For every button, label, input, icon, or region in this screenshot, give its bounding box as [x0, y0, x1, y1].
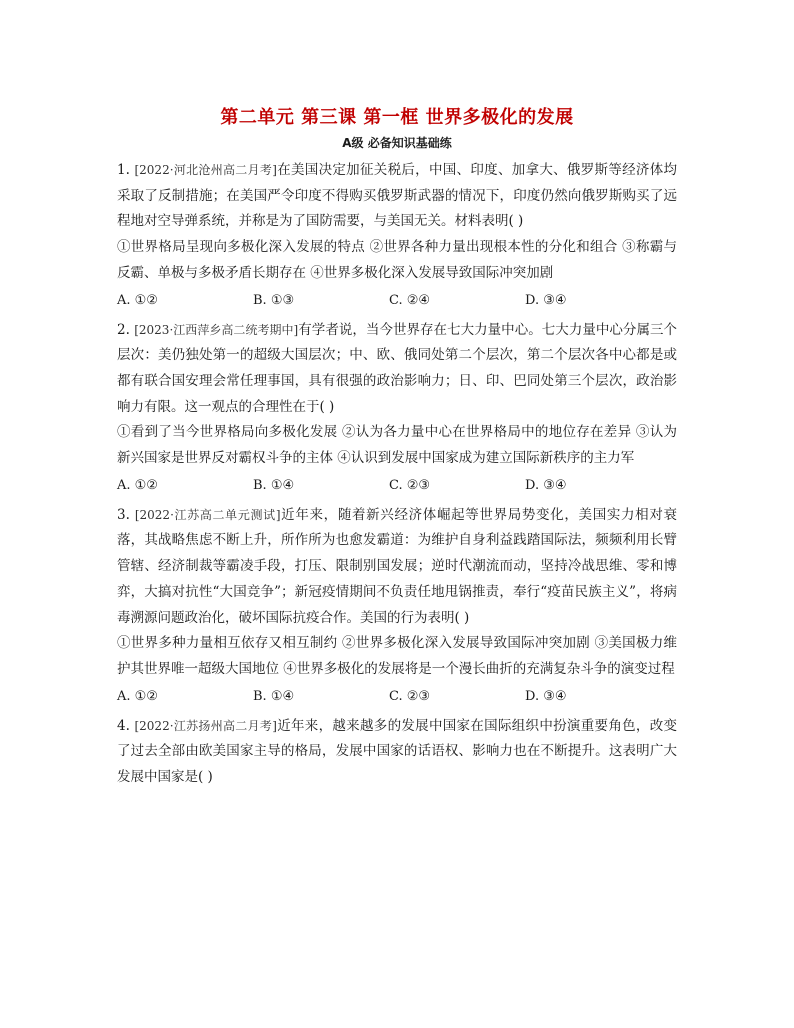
- option-b: B. ①④: [253, 689, 295, 705]
- option-a: A. ①②: [117, 689, 158, 705]
- question-statements: ①世界多种力量相互依存又相互制约 ②世界多极化深入发展导致国际冲突加剧 ③美国极力维护其世界唯一超级大国地位 ④世界多极化的发展将是一个漫长曲折的充满复杂斗争的演变过程: [117, 635, 677, 677]
- question-text: 近年来，越来越多的发展中国家在国际组织中扮演重要角色，改变了过去全部由欧美国家主导的格局，发展中国家的话语权、影响力也在不断提升。这表明广大发展中国家是( ): [117, 717, 678, 786]
- option-a: A. ①②: [117, 478, 158, 494]
- question-stem: [117, 503, 677, 632]
- option-a: A. ①②: [117, 293, 158, 309]
- question-number: 3.: [117, 506, 130, 523]
- answer-options: [117, 472, 677, 501]
- question-4: [117, 714, 677, 791]
- option-b: B. ①③: [253, 293, 295, 309]
- answer-options: [117, 287, 677, 316]
- question-number: 4.: [117, 717, 130, 734]
- question-number: 1.: [117, 162, 130, 178]
- question-stem: [117, 318, 677, 421]
- page-subtitle: A级 必备知识基础练: [342, 136, 452, 150]
- option-d: D. ③④: [525, 293, 567, 309]
- option-d: D. ③④: [525, 689, 567, 705]
- option-c: C. ②③: [389, 478, 431, 494]
- question-text: 在美国决定加征关税后，中国、印度、加拿大、俄罗斯等经济体均采取了反制措施；在美国严令印度不得购买俄罗斯武器的情况下，印度仍然向俄罗斯购买了远程地对空导弹系统，并称是为了国防需要，与美国无关。材料表明( ): [117, 162, 678, 230]
- option-b: B. ①④: [253, 478, 295, 494]
- question-source: [2022·江苏扬州高二月考]: [134, 718, 277, 733]
- question-source: [2023·江西萍乡高二统考期中]: [134, 322, 299, 337]
- question-stem: [117, 158, 677, 235]
- question-statements: ①世界格局呈现向多极化深入发展的特点 ②世界各种力量出现根本性的分化和组合 ③称霸与反霸、单极与多极矛盾长期存在 ④世界多极化深入发展导致国际冲突加剧: [117, 239, 677, 281]
- question-list: [117, 158, 677, 793]
- question-source: [2022·河北沧州高二月考]: [134, 163, 277, 177]
- question-stem: [117, 714, 677, 791]
- option-d: D. ③④: [525, 478, 567, 494]
- question-text: 有学者说，当今世界存在七大力量中心。七大力量中心分属三个层次：美仍独处第一的超级大国层次；中、欧、俄同处第二个层次，第二个层次各中心都是或都有联合国安理会常任理事国，具有很强的政治影响力；日、印、巴同处第三个层次，政治影响力有限。这一观点的合理性在于( ): [117, 321, 678, 415]
- question-source: [2022·江苏高二单元测试]: [134, 507, 281, 522]
- question-2: [117, 318, 677, 501]
- question-1: [117, 158, 677, 316]
- option-c: C. ②④: [389, 293, 431, 309]
- question-3: [117, 503, 677, 712]
- page-title: 第二单元 第三课 第一框 世界多极化的发展: [220, 107, 574, 128]
- question-number: 2.: [117, 321, 130, 338]
- answer-options: [117, 683, 677, 712]
- question-statements: ①看到了当今世界格局向多极化发展 ②认为各力量中心在世界格局中的地位存在差异 ③认为新兴国家是世界反对霸权斗争的主体 ④认识到发展中国家成为建立国际新秩序的主力军: [117, 424, 677, 467]
- question-text: 近年来，随着新兴经济体崛起等世界局势变化，美国实力相对衰落，其战略焦虑不断上升，所作所为也愈发霸道：为维护自身利益践踏国际法，频频利用长臂管辖、经济制裁等霸凌手段，打压、限制别国发展；逆时代潮流而动，坚持冷战思维、零和博弈，大搞对抗性“大国竞争”；新冠疫情期间不负责任地甩锅推责，奉行“疫苗民族主义”，将病毒溯源问题政治化，破坏国际抗疫合作。美国的行为表明( ): [117, 506, 678, 626]
- option-c: C. ②③: [389, 689, 431, 705]
